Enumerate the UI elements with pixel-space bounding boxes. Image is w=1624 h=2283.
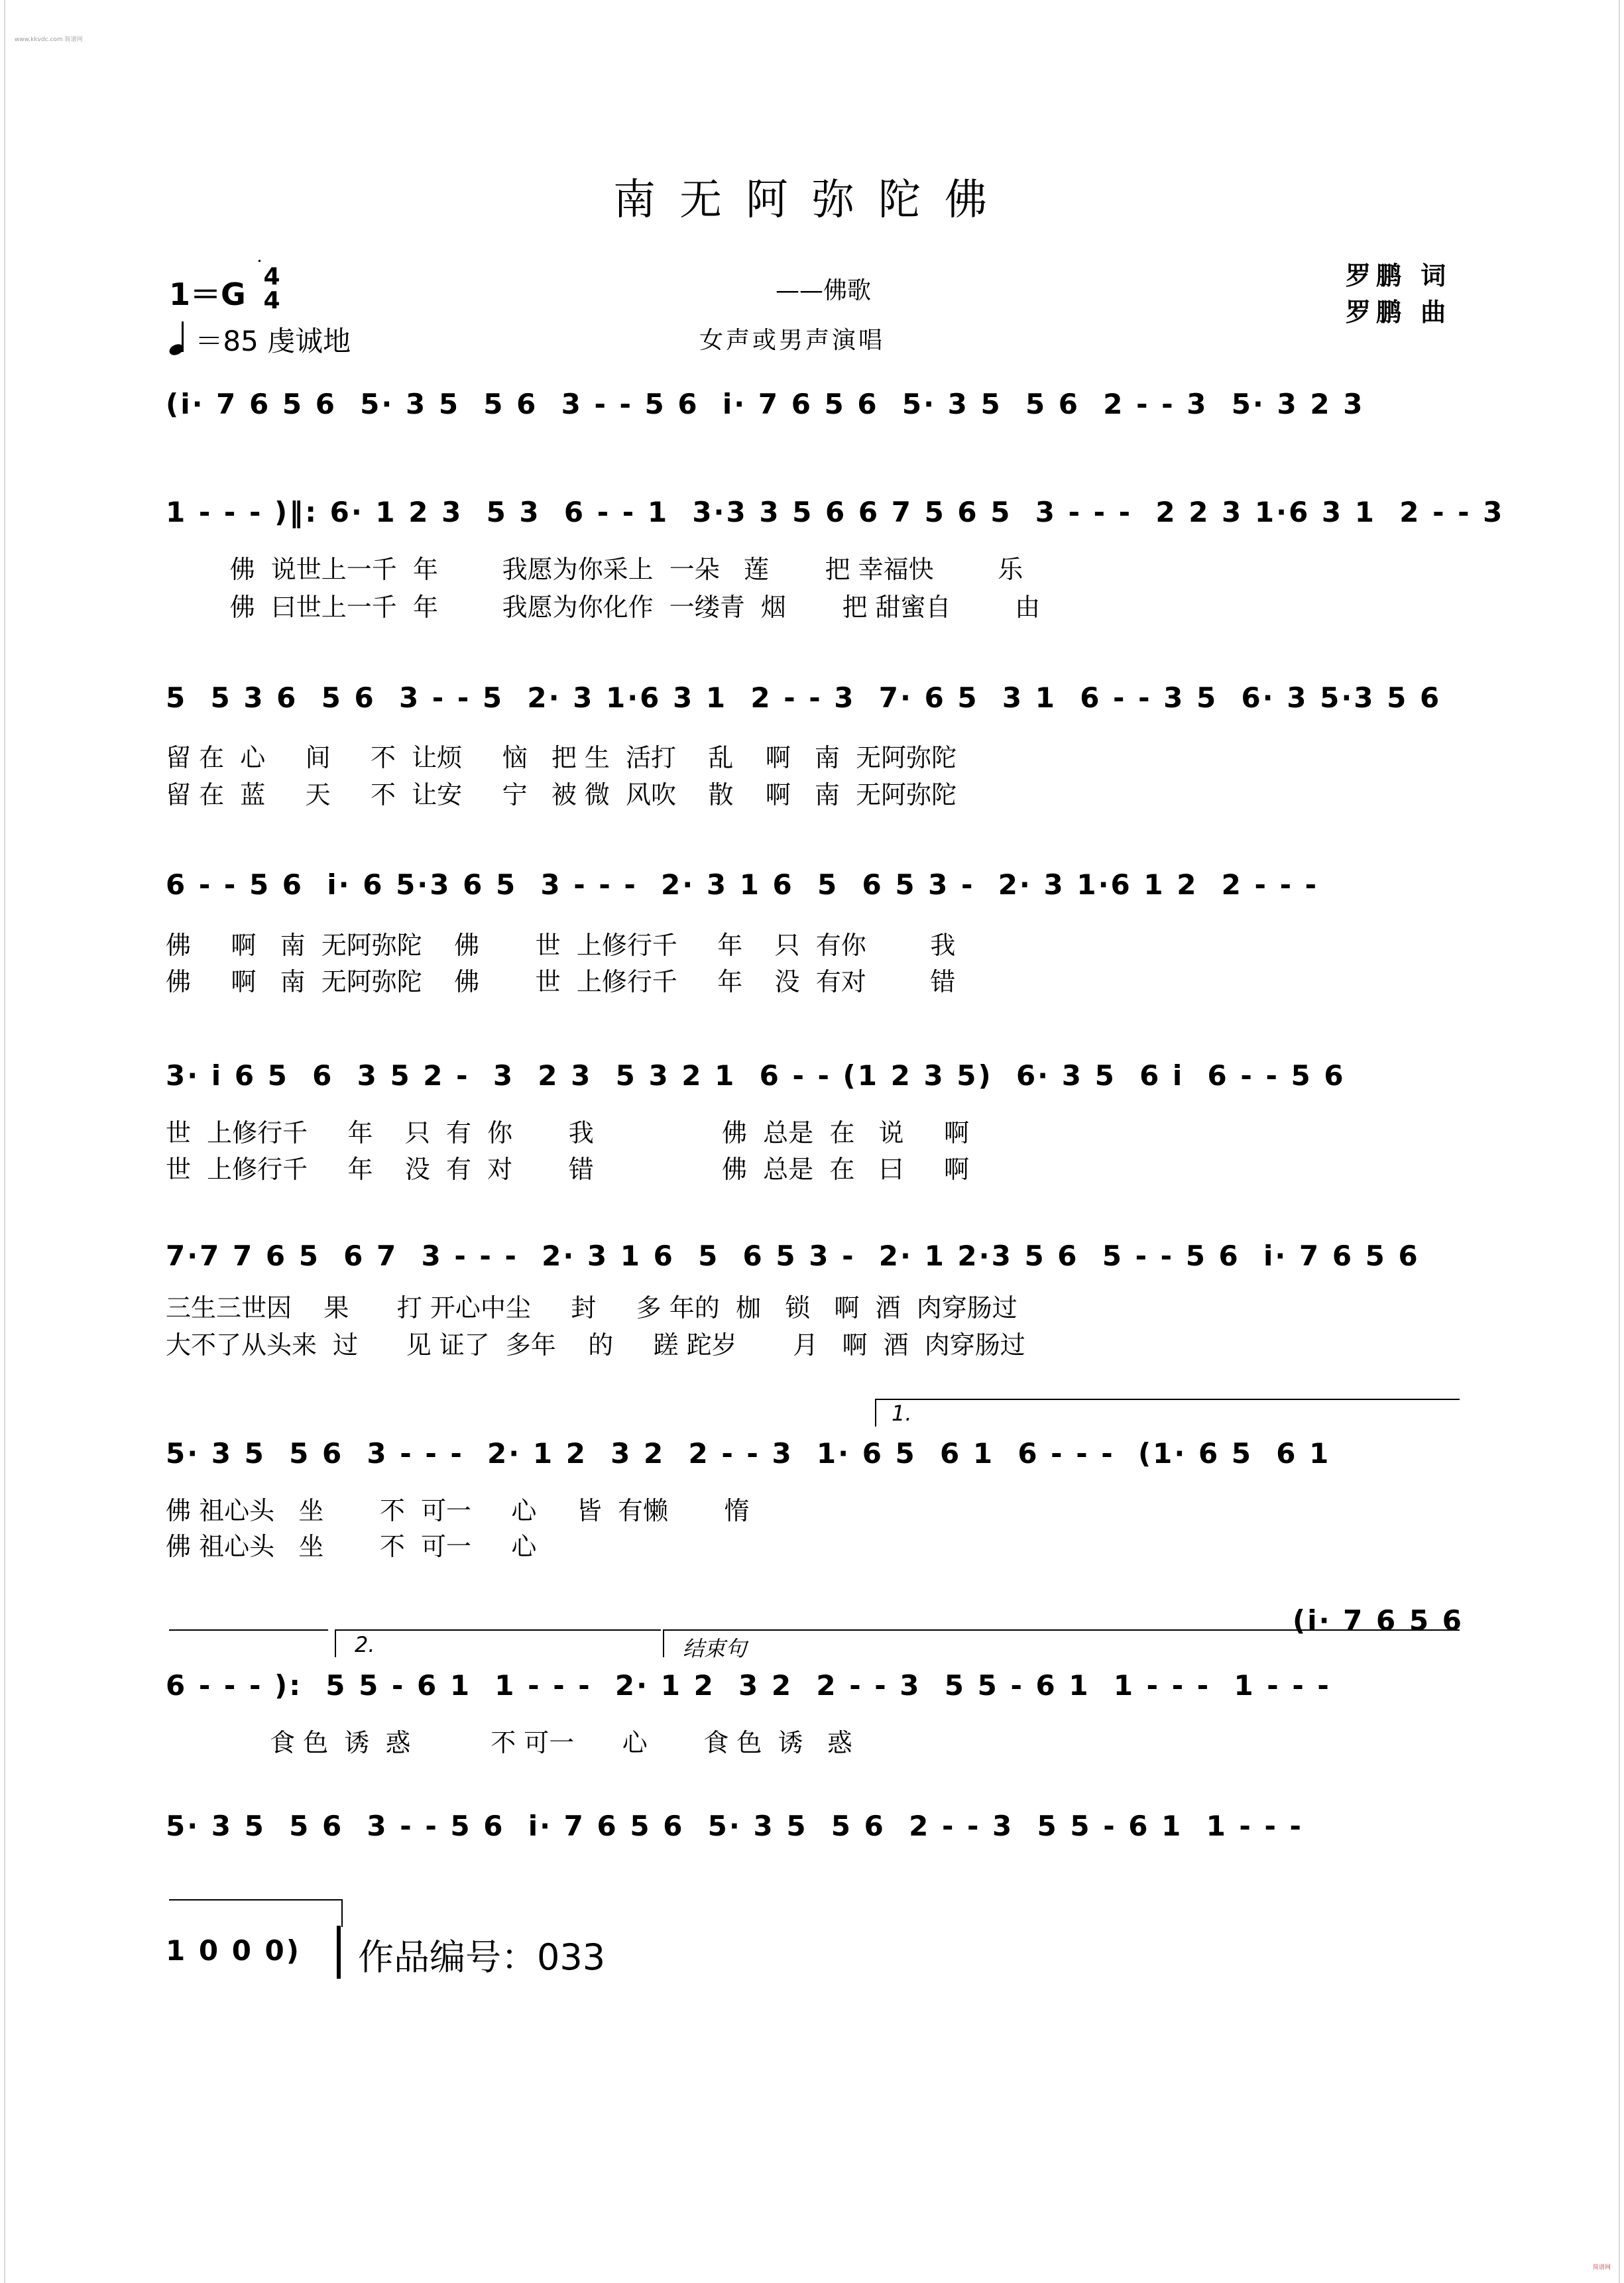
notation-line: (i· 7 6 5 6 5· 3 5 5 6 3 - - 5 6 i· 7 6 5 6 5· 3 5 5 6 2 - - 3 5· 3 2 3 xyxy=(166,388,1365,420)
staff-row-5 xyxy=(166,1059,1458,1119)
quarter-note-icon xyxy=(169,328,186,355)
lyric-verse-1: 食 色 诱 惑 不 可一 心 食 色 诱 惑 xyxy=(166,1728,852,1757)
lyric-verse-1: 三生三世因 果 打 开心中尘 封 多 年的 枷 锁 啊 酒 肉穿肠过 xyxy=(166,1293,1017,1322)
notation-line: 5· 3 5 5 6 3 - - 5 6 i· 7 6 5 6 5· 3 5 5 6 2 - - 3 5 5 - 6 1 1 - - - xyxy=(166,1810,1303,1842)
time-top: 4 xyxy=(263,263,280,290)
lyric-verse-2: 留 在 蓝 天 不 让安 宁 被 微 风吹 散 啊 南 无阿弥陀 xyxy=(166,780,957,809)
notation-line: 7·7 7 6 5 6 7 3 - - - 2· 3 1 6 5 6 5 3 - 2· 1 2·3 5 6 5 - - 5 6 i· 7 6 5 6 xyxy=(166,1240,1420,1272)
notation-line: 5 5 3 6 5 6 3 - - 5 2· 3 1·6 3 1 2 - - 3 7· 6 5 3 1 6 - - 3 5 6· 3 5·3 5 6 xyxy=(166,681,1442,714)
lyricist-credit: 罗鹏 词 xyxy=(1346,261,1452,290)
staff-row-8 xyxy=(166,1669,1458,1729)
lyric-verse-1: 佛 祖心头 坐 不 可一 心 皆 有懒 惰 xyxy=(166,1496,750,1525)
notation-line: 1 0 0 0) xyxy=(166,1934,301,1967)
closing-tie xyxy=(169,1899,343,1927)
lyric-verse-2: 大不了从头来 过 见 证了 多年 的 蹉 跎岁 月 啊 酒 肉穿肠过 xyxy=(166,1330,1025,1360)
watermark-text: www.kkvdc.com 简谱网 xyxy=(15,36,83,43)
lyric-verse-1: 佛 啊 南 无阿弥陀 佛 世 上修行千 年 只 有你 我 xyxy=(166,931,956,960)
lyric-verse-2: 佛 祖心头 坐 不 可一 心 xyxy=(166,1532,537,1561)
second-ending-bracket xyxy=(335,1629,661,1657)
voice-note: 女声或男声演唱 xyxy=(699,327,886,354)
left-edge-rule xyxy=(4,0,5,2283)
staff-row-2 xyxy=(166,496,1505,556)
notation-line: 3· i 6 5 6 3 5 2 - 3 2 3 5 3 2 1 6 - - (1 2 3 5) 6· 3 5 6 i 6 - - 5 6 xyxy=(166,1059,1346,1092)
tempo-text: ＝85 虔诚地 xyxy=(195,325,351,357)
first-ending-bracket xyxy=(875,1399,1460,1427)
lyric-verse-2: 佛 曰世上一千 年 我愿为你化作 一缕青 烟 把 甜蜜自 由 xyxy=(166,593,1041,622)
first-ending-label: 1. xyxy=(892,1401,912,1426)
pickup-notation: (i· 7 6 5 6 xyxy=(1293,1604,1464,1637)
right-edge-rule xyxy=(1619,0,1620,2283)
staff-row-4 xyxy=(166,868,1458,928)
final-barline xyxy=(337,1926,341,1979)
fraction-bar xyxy=(259,260,261,262)
staff-row-1 xyxy=(166,388,1458,447)
time-signature xyxy=(259,265,285,313)
lyric-verse-1: 世 上修行千 年 只 有 你 我 佛 总是 在 说 啊 xyxy=(166,1118,969,1147)
staff-row-3 xyxy=(166,681,1458,741)
composer-credit: 罗鹏 曲 xyxy=(1346,298,1452,327)
lyric-verse-1: 留 在 心 间 不 让烦 恼 把 生 活打 乱 啊 南 无阿弥陀 xyxy=(166,743,957,772)
staff-row-9 xyxy=(166,1810,1458,1869)
coda-bracket xyxy=(663,1629,1460,1657)
notation-line: 6 - - - ): 5 5 - 6 1 1 - - - 2· 1 2 3 2 2 - - 3 5 5 - 6 1 1 - - - 1 - - - xyxy=(166,1669,1331,1702)
second-ending-label: 2. xyxy=(355,1632,375,1657)
tempo-marking xyxy=(169,320,351,359)
staff-row-7 xyxy=(166,1437,1458,1497)
first-ending-continuation xyxy=(169,1629,328,1657)
song-subtitle: ——佛歌 xyxy=(776,277,872,304)
corner-watermark: 简谱网 xyxy=(1592,2264,1611,2271)
lyric-verse-1: 佛 说世上一千 年 我愿为你采上 一朵 莲 把 幸福快 乐 xyxy=(166,555,1023,584)
key-signature: 1＝G xyxy=(169,276,246,312)
notation-line: 1 - - - )‖: 6· 1 2 3 5 3 6 - - 1 3·3 3 5 6 6 7 5 6 5 3 - - - 2 2 3 1·6 3 1 2 - - 3 xyxy=(166,496,1505,528)
time-bottom: 4 xyxy=(263,287,280,314)
lyric-verse-2: 佛 啊 南 无阿弥陀 佛 世 上修行千 年 没 有对 错 xyxy=(166,967,956,996)
lyric-verse-2: 世 上修行千 年 没 有 对 错 佛 总是 在 曰 啊 xyxy=(166,1155,969,1184)
song-title: 南无阿弥陀佛 xyxy=(613,176,1011,225)
notation-line: 6 - - 5 6 i· 6 5·3 6 5 3 - - - 2· 3 1 6 5 6 5 3 - 2· 3 1·6 1 2 2 - - - xyxy=(166,868,1319,901)
work-number: 作品编号：033 xyxy=(358,1936,606,1978)
notation-line: 5· 3 5 5 6 3 - - - 2· 1 2 3 2 2 - - 3 1· 6 5 6 1 6 - - - (1· 6 5 6 1 xyxy=(166,1437,1331,1470)
coda-label: 结束句 xyxy=(683,1636,747,1661)
